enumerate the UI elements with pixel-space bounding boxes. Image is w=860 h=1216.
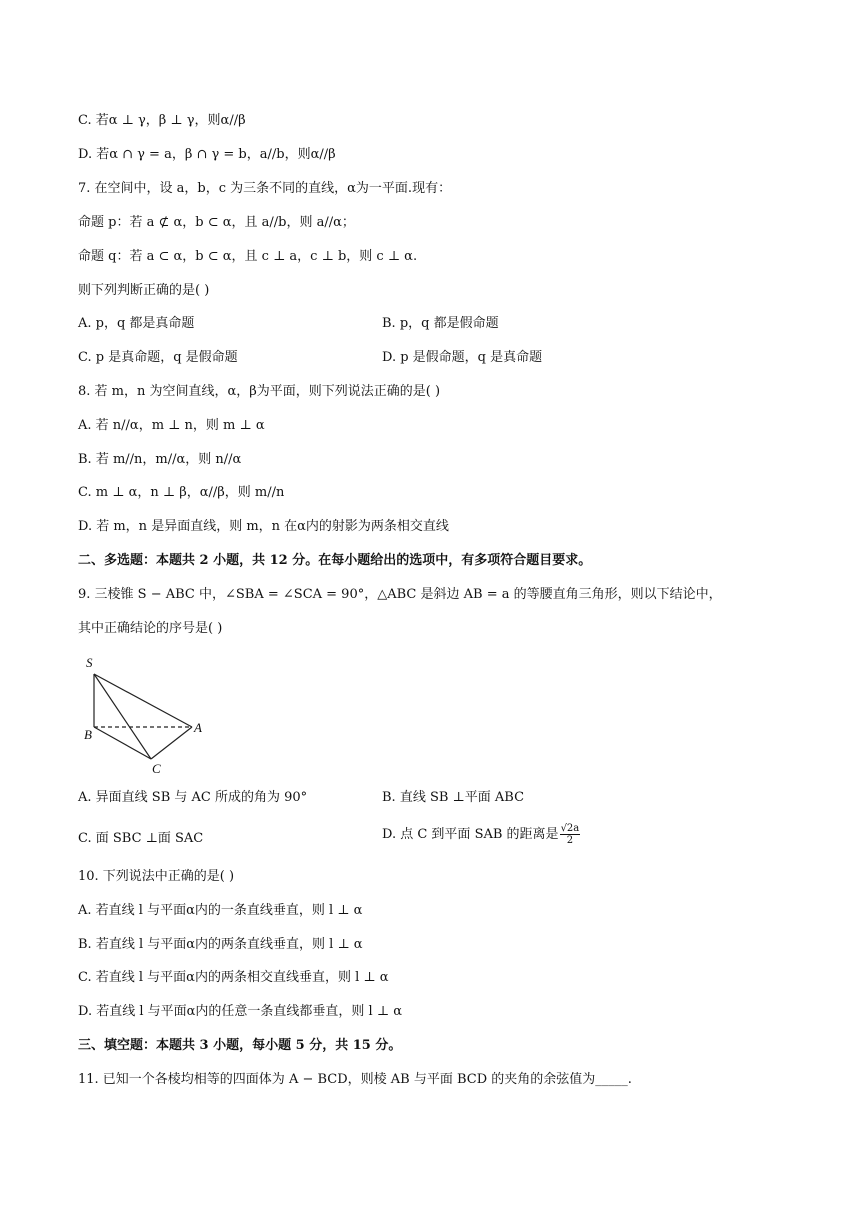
q10-option-d: D. 若直线 l 与平面α内的任意一条直线都垂直，则 l ⊥ α	[78, 1004, 402, 1019]
q9-option-b: B. 直线 SB ⊥平面 ABC	[382, 790, 525, 805]
q10-stem: 10. 下列说法中正确的是( )	[78, 869, 235, 884]
q7-option-c: C. p 是真命题，q 是假命题	[78, 350, 238, 365]
q8-stem: 8. 若 m，n 为空间直线，α，β为平面，则下列说法正确的是( )	[78, 384, 441, 399]
q7-option-b: B. p，q 都是假命题	[382, 316, 499, 331]
q9-option-d-text: D. 点 C 到平面 SAB 的距离是	[382, 827, 559, 842]
q10-option-b: B. 若直线 l 与平面α内的两条直线垂直，则 l ⊥ α	[78, 937, 363, 952]
section-3-heading: 三、填空题：本题共 3 小题，每小题 5 分，共 15 分。	[78, 1038, 402, 1053]
fraction-denominator: 2	[566, 835, 574, 846]
edge-bc	[94, 727, 151, 759]
q8-option-b: B. 若 m//n，m//α，则 n//α	[78, 452, 242, 467]
fraction-numerator: √2a	[560, 823, 580, 834]
q8-option-a: A. 若 n//α，m ⊥ n，则 m ⊥ α	[78, 418, 265, 433]
edge-ac	[151, 727, 192, 759]
label-c: C	[152, 761, 161, 776]
q11-stem: 11. 已知一个各棱均相等的四面体为 A − BCD，则棱 AB 与平面 BCD 的夹角的余弦值为_____.	[78, 1072, 632, 1087]
q9-option-a: A. 异面直线 SB 与 AC 所成的角为 90°	[78, 790, 308, 805]
section-2-heading: 二、多选题：本题共 2 小题，共 12 分。在每小题给出的选项中，有多项符合题目要求。	[78, 553, 592, 568]
q8-option-c: C. m ⊥ α，n ⊥ β，α//β，则 m//n	[78, 485, 285, 500]
edge-sa	[94, 674, 192, 727]
q9-option-c: C. 面 SBC ⊥面 SAC	[78, 831, 204, 846]
label-b: B	[84, 727, 92, 742]
q7-option-a: A. p，q 都是真命题	[78, 316, 195, 331]
edge-sc	[94, 674, 151, 759]
q7-question: 则下列判断正确的是( )	[78, 283, 210, 298]
pyramid-figure	[80, 652, 210, 776]
q7-stem: 7. 在空间中，设 a，b，c 为三条不同的直线，α为一平面.现有：	[78, 181, 452, 196]
q8-option-d: D. 若 m，n 是异面直线，则 m，n 在α内的射影为两条相交直线	[78, 519, 449, 534]
q7-proposition-p: 命题 p：若 a ⊄ α，b ⊂ α，且 a//b，则 a//α；	[78, 215, 355, 230]
fraction-sqrt2a-over-2	[560, 823, 581, 846]
q10-option-c: C. 若直线 l 与平面α内的两条相交直线垂直，则 l ⊥ α	[78, 970, 389, 985]
label-s: S	[86, 655, 93, 670]
q9-option-d	[382, 823, 580, 846]
q9-stem-line-1: 9. 三棱锥 S − ABC 中，∠SBA = ∠SCA = 90°，△ABC 是斜边 AB = a 的等腰直角三角形，则以下结论中，	[78, 587, 722, 602]
q7-proposition-q: 命题 q：若 a ⊂ α，b ⊂ α，且 c ⊥ a，c ⊥ b，则 c ⊥ α.	[78, 249, 418, 264]
q9-stem-line-2: 其中正确结论的序号是( )	[78, 621, 223, 636]
q7-option-d: D. p 是假命题，q 是真命题	[382, 350, 543, 365]
label-a: A	[194, 720, 202, 735]
q10-option-a: A. 若直线 l 与平面α内的一条直线垂直，则 l ⊥ α	[78, 903, 363, 918]
q6-option-c: C. 若α ⊥ γ，β ⊥ γ，则α//β	[78, 113, 246, 128]
q6-option-d: D. 若α ∩ γ = a，β ∩ γ = b，a//b，则α//β	[78, 147, 336, 162]
